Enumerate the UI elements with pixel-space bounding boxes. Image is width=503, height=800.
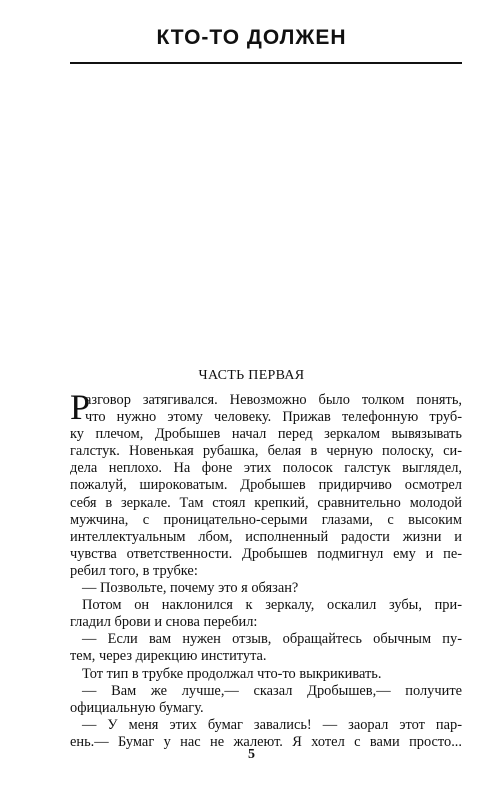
text-line: ку плечом, Дробышев начал перед зеркалом вывязывать xyxy=(70,426,462,443)
text-line: — Если вам нужен отзыв, обращайтесь обычным пу- xyxy=(82,631,462,648)
text-line: галстук. Новенькая рубашка, белая в черную полоску, си- xyxy=(70,443,462,460)
part-title: ЧАСТЬ ПЕРВАЯ xyxy=(198,368,305,383)
text-line: что нужно этому человеку. Прижав телефонную труб- xyxy=(85,409,462,426)
text-line: дела неплохо. На фоне этих полосок галстук выглядел, xyxy=(70,460,462,477)
text-line: себя в зеркале. Там стоял крепкий, сравнительно молодой xyxy=(70,494,462,511)
text-line: Тот тип в трубке продолжал что-то выкрикивать. xyxy=(82,665,382,682)
text-line: ребил того, в трубке: xyxy=(70,562,198,579)
text-line: чувства ответственности. Дробышев подмигнул ему и пе- xyxy=(70,545,462,562)
text-line: — Вам же лучше,— сказал Дробышев,— получите xyxy=(82,682,462,699)
text-line: азговор затягивался. Невозможно было толком понять, xyxy=(85,392,462,408)
text-line: официальную бумагу. xyxy=(70,699,204,716)
drop-cap: Р xyxy=(70,387,91,427)
text-line: гладил брови и снова перебил: xyxy=(70,614,258,631)
running-head: КТО-ТО ДОЛЖЕН xyxy=(156,26,347,49)
text-line: мужчина, с проницательно-серыми глазами, с высоким xyxy=(70,511,462,528)
text-line: тем, через дирекцию института. xyxy=(70,648,267,665)
header-rule xyxy=(70,62,462,64)
text-line: — У меня этих бумаг завались! — заорал этот пар- xyxy=(82,716,462,733)
page-number: 5 xyxy=(248,747,255,762)
text-line: Потом он наклонился к зеркалу, оскалил зубы, при- xyxy=(82,597,462,614)
text-line: интеллектуальным лбом, исполненный радости жизни и xyxy=(70,528,462,545)
text-line: — Позвольте, почему это я обязан? xyxy=(82,580,299,597)
text-line: ень.— Бумаг у нас не жалеют. Я хотел с вами просто... xyxy=(70,733,462,750)
text-line: пожалуй, широковатым. Дробышев придирчиво осмотрел xyxy=(70,477,462,494)
body-text xyxy=(70,387,462,751)
